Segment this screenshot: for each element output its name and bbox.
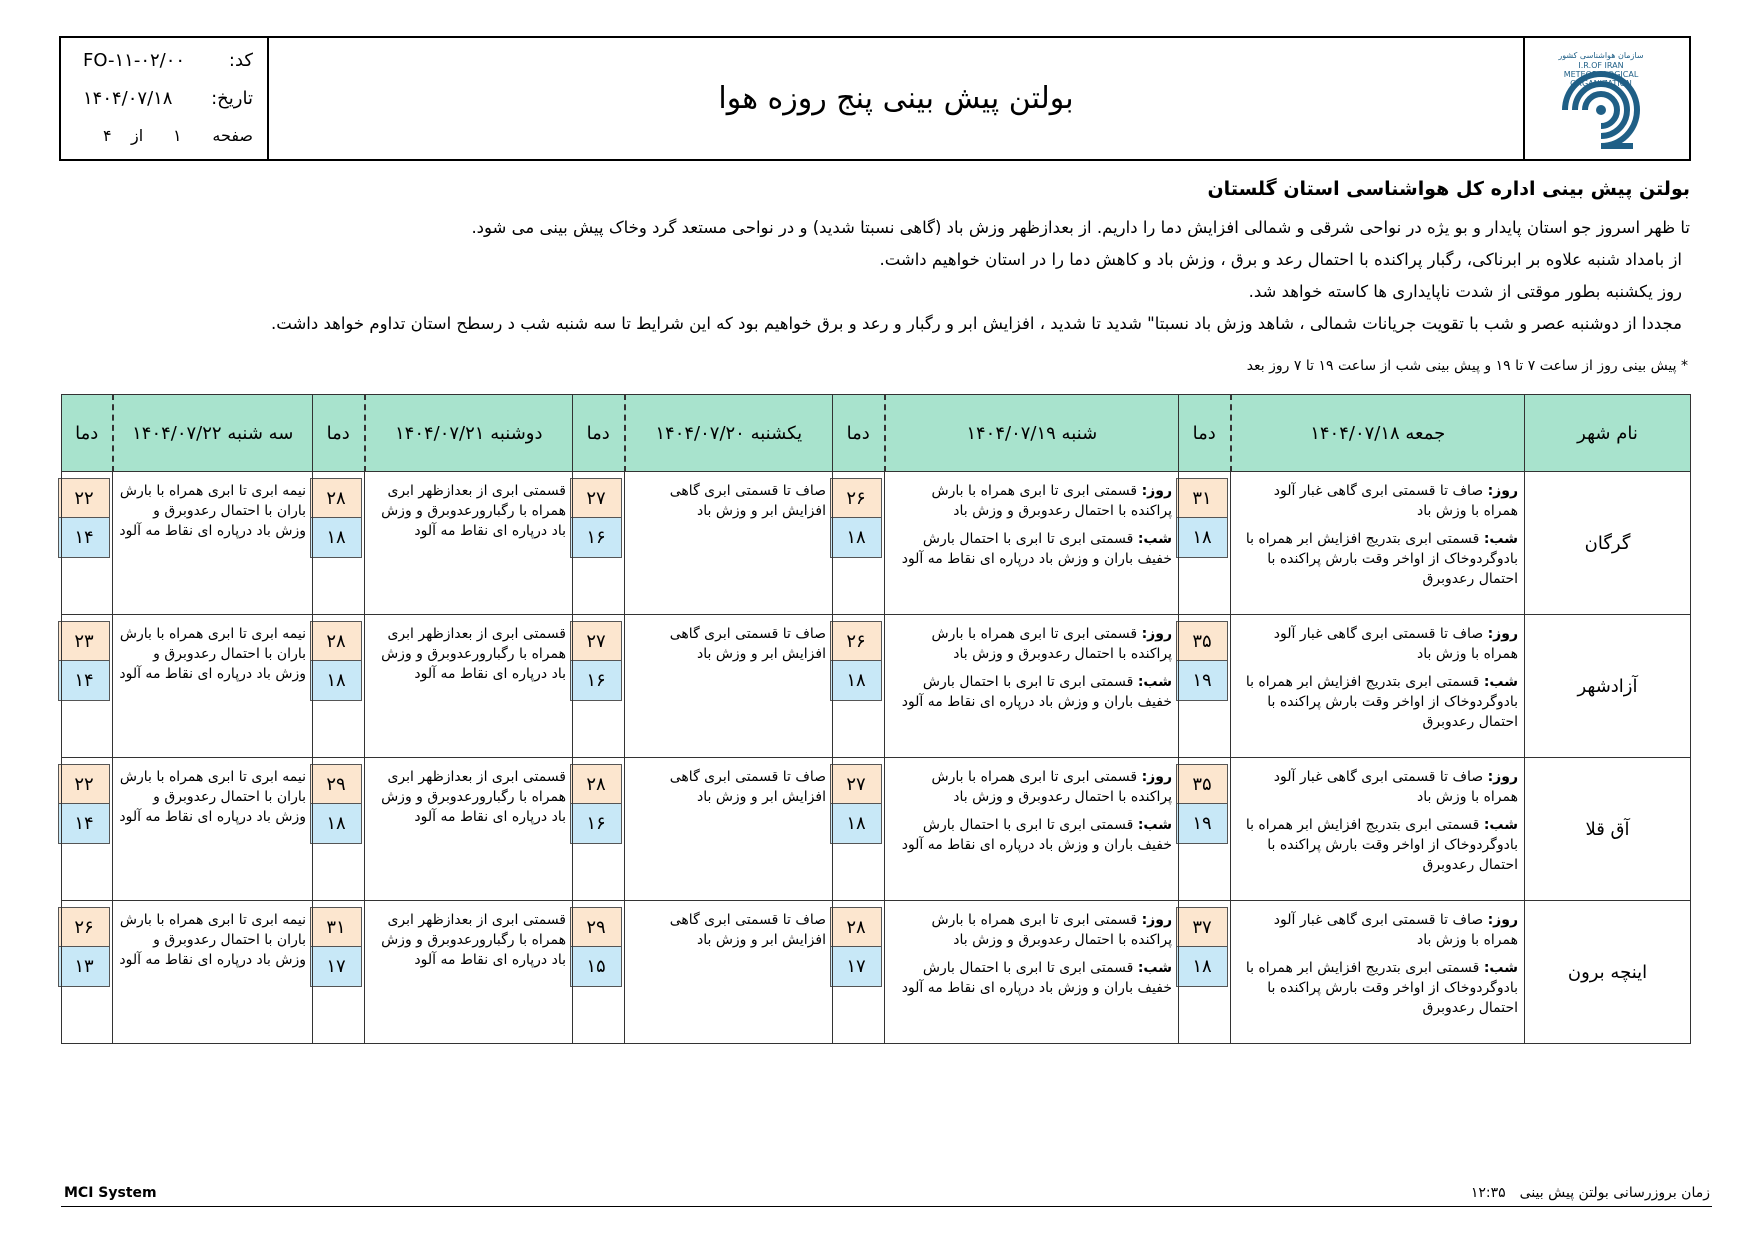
max-temp: ۳۷ xyxy=(1176,907,1228,947)
max-temp: ۲۸ xyxy=(830,907,882,947)
forecast-day1 xyxy=(1231,901,1525,1044)
max-temp: ۲۲ xyxy=(58,764,110,804)
forecast-day1-night: قسمتی ابری بتدریج افزایش ابر همراه با بادوگردوخاک از اواخر وقت بارش پراکنده با احتمال رعدوبرق xyxy=(1245,674,1518,730)
temp-header-1: دما xyxy=(1179,395,1231,472)
intro-line-1: تا ظهر اسروز جو استان پایدار و بو یژه در نواحی شرقی و شمالی افزایش دما را داریم. از بعدازظهر وزش باد (گاهی نسبتا شدید) و در نواحی مستعد گرد وخاک پیش بینی می شود. xyxy=(471,218,1690,237)
max-temp: ۲۹ xyxy=(310,764,362,804)
temp-day5 xyxy=(62,615,113,758)
max-temp: ۳۱ xyxy=(310,907,362,947)
min-temp: ۱۸ xyxy=(830,518,882,558)
page-total: ۴ xyxy=(103,126,112,145)
date-row xyxy=(61,88,267,114)
min-temp: ۱۶ xyxy=(570,804,622,844)
forecast-day2-daytime: قسمتی ابری تا ابری همراه با بارش پراکنده با احتمال رعدوبرق و وزش باد xyxy=(931,912,1172,948)
forecast-day2-night: قسمتی ابری تا ابری با احتمال بارش خفیف باران و وزش باد درپاره ای نقاط مه آلود xyxy=(901,531,1172,567)
night-label: شب: xyxy=(1137,674,1172,690)
temp-day4 xyxy=(313,901,365,1044)
day-label: روز: xyxy=(1141,769,1172,785)
max-temp: ۲۶ xyxy=(830,478,882,518)
forecast-day3: صاف تا قسمتی ابری گاهی افزایش ابر و وزش باد xyxy=(625,472,833,615)
five-day-forecast-table xyxy=(61,394,1691,1044)
max-temp: ۲۳ xyxy=(58,621,110,661)
day-header-5: سه شنبه ۱۴۰۴/۰۷/۲۲ xyxy=(113,395,313,472)
update-label: زمان بروزرسانی بولتن پیش بینی xyxy=(1519,1185,1710,1201)
forecast-day1 xyxy=(1231,472,1525,615)
day-header-4: دوشنبه ۱۴۰۴/۰۷/۲۱ xyxy=(365,395,573,472)
forecast-day1-daytime: صاف تا قسمتی ابری گاهی غبار آلود همراه با وزش باد xyxy=(1273,483,1518,519)
page-of-label: از xyxy=(131,126,144,145)
bulletin-title: بولتن پیش بینی پنج روزه هوا xyxy=(718,81,1074,116)
max-temp: ۳۵ xyxy=(1176,764,1228,804)
temp-day1 xyxy=(1179,901,1231,1044)
date-label: تاریخ: xyxy=(211,88,253,109)
temp-day4 xyxy=(313,472,365,615)
code-value: FO-۱۱-۰۲/۰۰ xyxy=(83,50,186,71)
day-label: روز: xyxy=(1487,483,1518,499)
temp-day5 xyxy=(62,472,113,615)
temp-day3 xyxy=(573,758,625,901)
max-temp: ۲۲ xyxy=(58,478,110,518)
min-temp: ۱۴ xyxy=(58,661,110,701)
city-column-header: نام شهر xyxy=(1525,395,1691,472)
min-temp: ۱۹ xyxy=(1176,661,1228,701)
min-temp: ۱۴ xyxy=(58,804,110,844)
temp-day1 xyxy=(1179,758,1231,901)
forecast-day2 xyxy=(885,615,1179,758)
forecast-day1-night: قسمتی ابری بتدریج افزایش ابر همراه با بادوگردوخاک از اواخر وقت بارش پراکنده با احتمال رعدوبرق xyxy=(1245,960,1518,1016)
forecast-day4: قسمتی ابری از بعدازظهر ابری همراه با رگبارورعدوبرق و وزش باد درپاره ای نقاط مه آلود xyxy=(365,758,573,901)
temp-day2 xyxy=(833,758,885,901)
forecast-day1-night: قسمتی ابری بتدریج افزایش ابر همراه با بادوگردوخاک از اواخر وقت بارش پراکنده با احتمال رعدوبرق xyxy=(1245,531,1518,587)
forecast-day2-night: قسمتی ابری تا ابری با احتمال بارش خفیف باران و وزش باد درپاره ای نقاط مه آلود xyxy=(901,960,1172,996)
forecast-day3: صاف تا قسمتی ابری گاهی افزایش ابر و وزش باد xyxy=(625,901,833,1044)
max-temp: ۲۶ xyxy=(830,621,882,661)
city-name: آزادشهر xyxy=(1525,615,1691,758)
table-row xyxy=(62,901,1691,1044)
forecast-day4: قسمتی ابری از بعدازظهر ابری همراه با رگبارورعدوبرق و وزش باد درپاره ای نقاط مه آلود xyxy=(365,615,573,758)
intro-line-4: مجددا از دوشنبه عصر و شب با تقویت جریانات شمالی ، شاهد وزش باد نسبتا" شدید تا شدید ، افزایش ابر و رگبار و رعد و برق خواهیم بود که این شرایط تا سه شنبه شب د رسطح استان تداوم خواهد داشت. xyxy=(271,314,1682,333)
logo-text-en2: METEOROLOGICAL xyxy=(1563,70,1639,79)
forecast-day3: صاف تا قسمتی ابری گاهی افزایش ابر و وزش باد xyxy=(625,758,833,901)
temp-day2 xyxy=(833,901,885,1044)
max-temp: ۳۵ xyxy=(1176,621,1228,661)
min-temp: ۱۸ xyxy=(830,804,882,844)
temp-header-5: دما xyxy=(62,395,113,472)
forecast-day2-night: قسمتی ابری تا ابری با احتمال بارش خفیف باران و وزش باد درپاره ای نقاط مه آلود xyxy=(901,817,1172,853)
logo-text-fa: سازمان هواشناسی کشور xyxy=(1558,51,1644,60)
min-temp: ۱۳ xyxy=(58,947,110,987)
max-temp: ۳۱ xyxy=(1176,478,1228,518)
min-temp: ۱۶ xyxy=(570,518,622,558)
temp-day3 xyxy=(573,615,625,758)
logo-text-en1: I.R.OF IRAN xyxy=(1578,61,1624,70)
max-temp: ۲۹ xyxy=(570,907,622,947)
update-time: ۱۲:۳۵ xyxy=(1470,1185,1506,1201)
table-row xyxy=(62,615,1691,758)
city-name: اینچه برون xyxy=(1525,901,1691,1044)
day-label: روز: xyxy=(1487,769,1518,785)
night-label: شب: xyxy=(1137,531,1172,547)
update-info xyxy=(1471,1185,1710,1201)
temp-day3 xyxy=(573,901,625,1044)
day-label: روز: xyxy=(1487,912,1518,928)
document-meta xyxy=(61,38,269,159)
forecast-day5: نیمه ابری تا ابری همراه با بارش باران با احتمال رعدوبرق و وزش باد درپاره ای نقاط مه آلود xyxy=(113,615,313,758)
forecast-day5: نیمه ابری تا ابری همراه با بارش باران با احتمال رعدوبرق و وزش باد درپاره ای نقاط مه آلود xyxy=(113,901,313,1044)
code-label: کد: xyxy=(228,50,253,71)
max-temp: ۲۷ xyxy=(830,764,882,804)
forecast-day4: قسمتی ابری از بعدازظهر ابری همراه با رگبارورعدوبرق و وزش باد درپاره ای نقاط مه آلود xyxy=(365,472,573,615)
page-number: ۱ xyxy=(173,126,182,145)
max-temp: ۲۷ xyxy=(570,478,622,518)
min-temp: ۱۸ xyxy=(830,661,882,701)
forecast-day2 xyxy=(885,472,1179,615)
temp-day5 xyxy=(62,758,113,901)
day-header-1: جمعه ۱۴۰۴/۰۷/۱۸ xyxy=(1231,395,1525,472)
min-temp: ۱۹ xyxy=(1176,804,1228,844)
bulletin-header xyxy=(59,36,1691,161)
forecast-day1-daytime: صاف تا قسمتی ابری گاهی غبار آلود همراه با وزش باد xyxy=(1273,769,1518,805)
day-label: روز: xyxy=(1141,483,1172,499)
forecast-day1-daytime: صاف تا قسمتی ابری گاهی غبار آلود همراه با وزش باد xyxy=(1273,912,1518,948)
temp-day2 xyxy=(833,615,885,758)
night-label: شب: xyxy=(1483,674,1518,690)
max-temp: ۲۸ xyxy=(310,478,362,518)
logo-center-dot xyxy=(1596,105,1606,115)
temp-day2 xyxy=(833,472,885,615)
forecast-time-note: * پیش بینی روز از ساعت ۷ تا ۱۹ و پیش بینی شب از ساعت ۱۹ تا ۷ روز بعد xyxy=(1246,358,1688,374)
min-temp: ۱۷ xyxy=(830,947,882,987)
meteorological-organization-logo xyxy=(1523,38,1689,159)
forecast-day2 xyxy=(885,758,1179,901)
date-value: ۱۴۰۴/۰۷/۱۸ xyxy=(83,88,173,109)
day-label: روز: xyxy=(1487,626,1518,642)
temp-day1 xyxy=(1179,472,1231,615)
temp-day1 xyxy=(1179,615,1231,758)
min-temp: ۱۴ xyxy=(58,518,110,558)
forecast-day4: قسمتی ابری از بعدازظهر ابری همراه با رگبارورعدوبرق و وزش باد درپاره ای نقاط مه آلود xyxy=(365,901,573,1044)
page-label: صفحه xyxy=(212,126,253,145)
night-label: شب: xyxy=(1483,960,1518,976)
forecast-day2-night: قسمتی ابری تا ابری با احتمال بارش خفیف باران و وزش باد درپاره ای نقاط مه آلود xyxy=(901,674,1172,710)
max-temp: ۲۸ xyxy=(570,764,622,804)
night-label: شب: xyxy=(1483,817,1518,833)
forecast-day1 xyxy=(1231,615,1525,758)
forecast-day5: نیمه ابری تا ابری همراه با بارش باران با احتمال رعدوبرق و وزش باد درپاره ای نقاط مه آلود xyxy=(113,758,313,901)
min-temp: ۱۸ xyxy=(310,518,362,558)
temp-day4 xyxy=(313,615,365,758)
forecast-day1 xyxy=(1231,758,1525,901)
footer-divider xyxy=(61,1206,1712,1207)
max-temp: ۲۸ xyxy=(310,621,362,661)
system-name: MCI System xyxy=(64,1185,157,1201)
max-temp: ۲۷ xyxy=(570,621,622,661)
forecast-day2-daytime: قسمتی ابری تا ابری همراه با بارش پراکنده با احتمال رعدوبرق و وزش باد xyxy=(931,769,1172,805)
min-temp: ۱۸ xyxy=(310,661,362,701)
day-header-2: شنبه ۱۴۰۴/۰۷/۱۹ xyxy=(885,395,1179,472)
temp-day5 xyxy=(62,901,113,1044)
night-label: شب: xyxy=(1483,531,1518,547)
table-row xyxy=(62,472,1691,615)
table-row xyxy=(62,758,1691,901)
max-temp: ۲۶ xyxy=(58,907,110,947)
logo-text-en3: ORGANIZATION xyxy=(1570,79,1632,88)
code-row xyxy=(61,50,267,76)
forecast-day3: صاف تا قسمتی ابری گاهی افزایش ابر و وزش باد xyxy=(625,615,833,758)
table-header-row xyxy=(62,395,1691,472)
city-name: آق قلا xyxy=(1525,758,1691,901)
min-temp: ۱۷ xyxy=(310,947,362,987)
min-temp: ۱۶ xyxy=(570,661,622,701)
intro-line-3: روز یکشنبه بطور موقتی از شدت ناپایداری ها کاسته خواهد شد. xyxy=(1248,282,1682,301)
forecast-day2-daytime: قسمتی ابری تا ابری همراه با بارش پراکنده با احتمال رعدوبرق و وزش باد xyxy=(931,626,1172,662)
night-label: شب: xyxy=(1137,960,1172,976)
min-temp: ۱۸ xyxy=(1176,518,1228,558)
forecast-day2-daytime: قسمتی ابری تا ابری همراه با بارش پراکنده با احتمال رعدوبرق و وزش باد xyxy=(931,483,1172,519)
temp-header-3: دما xyxy=(573,395,625,472)
forecast-day2 xyxy=(885,901,1179,1044)
night-label: شب: xyxy=(1137,817,1172,833)
forecast-day5: نیمه ابری تا ابری همراه با بارش باران با احتمال رعدوبرق و وزش باد درپاره ای نقاط مه آلود xyxy=(113,472,313,615)
logo-emblem xyxy=(1531,46,1681,156)
logo-base-bar xyxy=(1601,143,1633,149)
min-temp: ۱۸ xyxy=(310,804,362,844)
min-temp: ۱۵ xyxy=(570,947,622,987)
city-name: گرگان xyxy=(1525,472,1691,615)
page-row xyxy=(61,126,267,152)
intro-line-2: از بامداد شنبه علاوه بر ابرناکی، رگبار پراکنده با احتمال رعد و برق ، وزش باد و کاهش دما را در استان خواهیم داشت. xyxy=(879,250,1682,269)
forecast-day1-daytime: صاف تا قسمتی ابری گاهی غبار آلود همراه با وزش باد xyxy=(1273,626,1518,662)
day-header-3: یکشنبه ۱۴۰۴/۰۷/۲۰ xyxy=(625,395,833,472)
min-temp: ۱۸ xyxy=(1176,947,1228,987)
temp-header-4: دما xyxy=(313,395,365,472)
forecast-day1-night: قسمتی ابری بتدریج افزایش ابر همراه با بادوگردوخاک از اواخر وقت بارش پراکنده با احتمال رعدوبرق xyxy=(1245,817,1518,873)
temp-day4 xyxy=(313,758,365,901)
intro-title: بولتن پیش بینی اداره کل هواشناسی استان گلستان xyxy=(1207,178,1690,200)
day-label: روز: xyxy=(1141,626,1172,642)
day-label: روز: xyxy=(1141,912,1172,928)
temp-day3 xyxy=(573,472,625,615)
temp-header-2: دما xyxy=(833,395,885,472)
